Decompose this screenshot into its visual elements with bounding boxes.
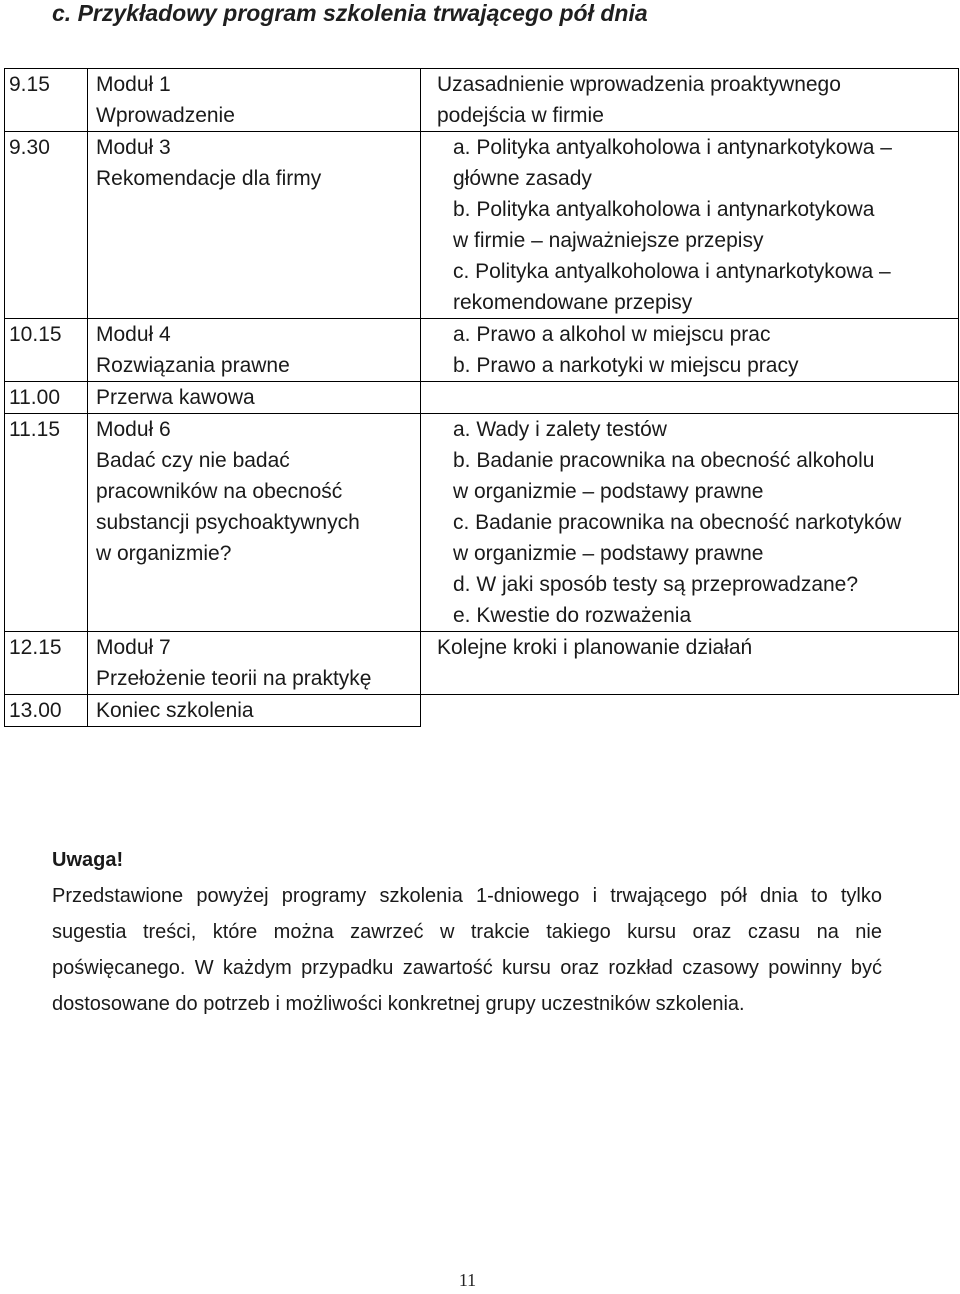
module-line: Moduł 4 xyxy=(96,323,171,346)
module-cell xyxy=(88,382,421,414)
topic-line: główne zasady xyxy=(453,167,592,190)
topic-line: c. Polityka antyalkoholowa i antynarkotykowa – xyxy=(453,260,891,283)
topic-line: a. Wady i zalety testów xyxy=(453,418,667,441)
topic-line: a. Polityka antyalkoholowa i antynarkotykowa – xyxy=(453,136,892,159)
time-value: 11.15 xyxy=(9,418,60,441)
module-line: substancji psychoaktywnych xyxy=(96,511,360,534)
time-cell xyxy=(5,382,88,414)
topic-line: Uzasadnienie wprowadzenia proaktywnego xyxy=(437,73,841,96)
topic-line: b. Polityka antyalkoholowa i antynarkotykowa xyxy=(453,198,875,221)
time-value: 11.00 xyxy=(9,386,60,409)
topic-cell xyxy=(421,695,959,727)
module-cell xyxy=(88,69,421,132)
topic-line: c. Badanie pracownika na obecność narkotyków xyxy=(453,511,902,534)
module-line: Badać czy nie badać xyxy=(96,449,290,472)
topic-cell xyxy=(421,414,959,632)
topic-line: d. W jaki sposób testy są przeprowadzane? xyxy=(453,573,859,596)
time-value: 9.30 xyxy=(9,136,50,159)
module-cell xyxy=(88,632,421,695)
topic-cell xyxy=(421,382,959,414)
module-cell xyxy=(88,414,421,632)
time-value: 12.15 xyxy=(9,636,62,659)
topic-line: rekomendowane przepisy xyxy=(453,291,693,314)
topic-cell xyxy=(421,132,959,319)
module-line: Rekomendacje dla firmy xyxy=(96,167,322,190)
page-number: 11 xyxy=(458,1270,477,1290)
module-line: Moduł 7 xyxy=(96,636,171,659)
table-row xyxy=(5,319,959,382)
table-row xyxy=(5,382,959,414)
time-cell xyxy=(5,695,88,727)
time-cell xyxy=(5,69,88,132)
topic-line: b. Badanie pracownika na obecność alkoholu xyxy=(453,449,875,472)
topic-line: w organizmie – podstawy prawne xyxy=(453,480,764,503)
time-cell xyxy=(5,632,88,695)
topic-line: e. Kwestie do rozważenia xyxy=(453,604,692,627)
topic-cell xyxy=(421,319,959,382)
module-cell xyxy=(88,132,421,319)
schedule-table xyxy=(4,68,959,727)
module-line: Moduł 3 xyxy=(96,136,171,159)
table-row xyxy=(5,69,959,132)
module-line: w organizmie? xyxy=(96,542,232,565)
topic-line: Kolejne kroki i planowanie działań xyxy=(437,636,753,659)
section-heading: c. Przykładowy program szkolenia trwającego pół dnia xyxy=(52,0,648,26)
time-value: 13.00 xyxy=(9,699,62,722)
table-row xyxy=(5,132,959,319)
topic-line: podejścia w firmie xyxy=(437,104,604,127)
topic-line: w firmie – najważniejsze przepisy xyxy=(453,229,764,252)
module-cell xyxy=(88,319,421,382)
module-cell xyxy=(88,695,421,727)
table-row xyxy=(5,695,959,727)
topic-line: b. Prawo a narkotyki w miejscu pracy xyxy=(453,354,799,377)
topic-cell xyxy=(421,632,959,695)
table-row xyxy=(5,414,959,632)
module-line: pracowników na obecność xyxy=(96,480,343,503)
table-row xyxy=(5,632,959,695)
module-line: Moduł 1 xyxy=(96,73,171,96)
time-cell xyxy=(5,319,88,382)
note-body: Przedstawione powyżej programy szkolenia 1-dniowego i trwającego pół dnia to tylko sugestia treści, które można zawrzeć w trakcie takiego kursu oraz czasu na nie poświęcanego. W każdym przypadku zawartość kursu oraz rozkład czasowy powinny być dostosowane do potrzeb i możliwości konkretnej grupy uczestników szkolenia. xyxy=(52,885,882,1015)
time-value: 9.15 xyxy=(9,73,50,96)
module-line: Przerwa kawowa xyxy=(96,386,255,409)
module-line: Przełożenie teorii na praktykę xyxy=(96,667,372,690)
module-line: Rozwiązania prawne xyxy=(96,354,290,377)
spacer xyxy=(96,569,420,577)
topic-cell xyxy=(421,69,959,132)
time-cell xyxy=(5,132,88,319)
time-cell xyxy=(5,414,88,632)
module-line: Wprowadzenie xyxy=(96,104,235,127)
note-block xyxy=(52,842,882,1022)
module-line: Moduł 6 xyxy=(96,418,171,441)
topic-line: w organizmie – podstawy prawne xyxy=(453,542,764,565)
topic-line: a. Prawo a alkohol w miejscu prac xyxy=(453,323,771,346)
module-line: Koniec szkolenia xyxy=(96,699,254,722)
note-title: Uwaga! xyxy=(52,849,124,871)
time-value: 10.15 xyxy=(9,323,62,346)
